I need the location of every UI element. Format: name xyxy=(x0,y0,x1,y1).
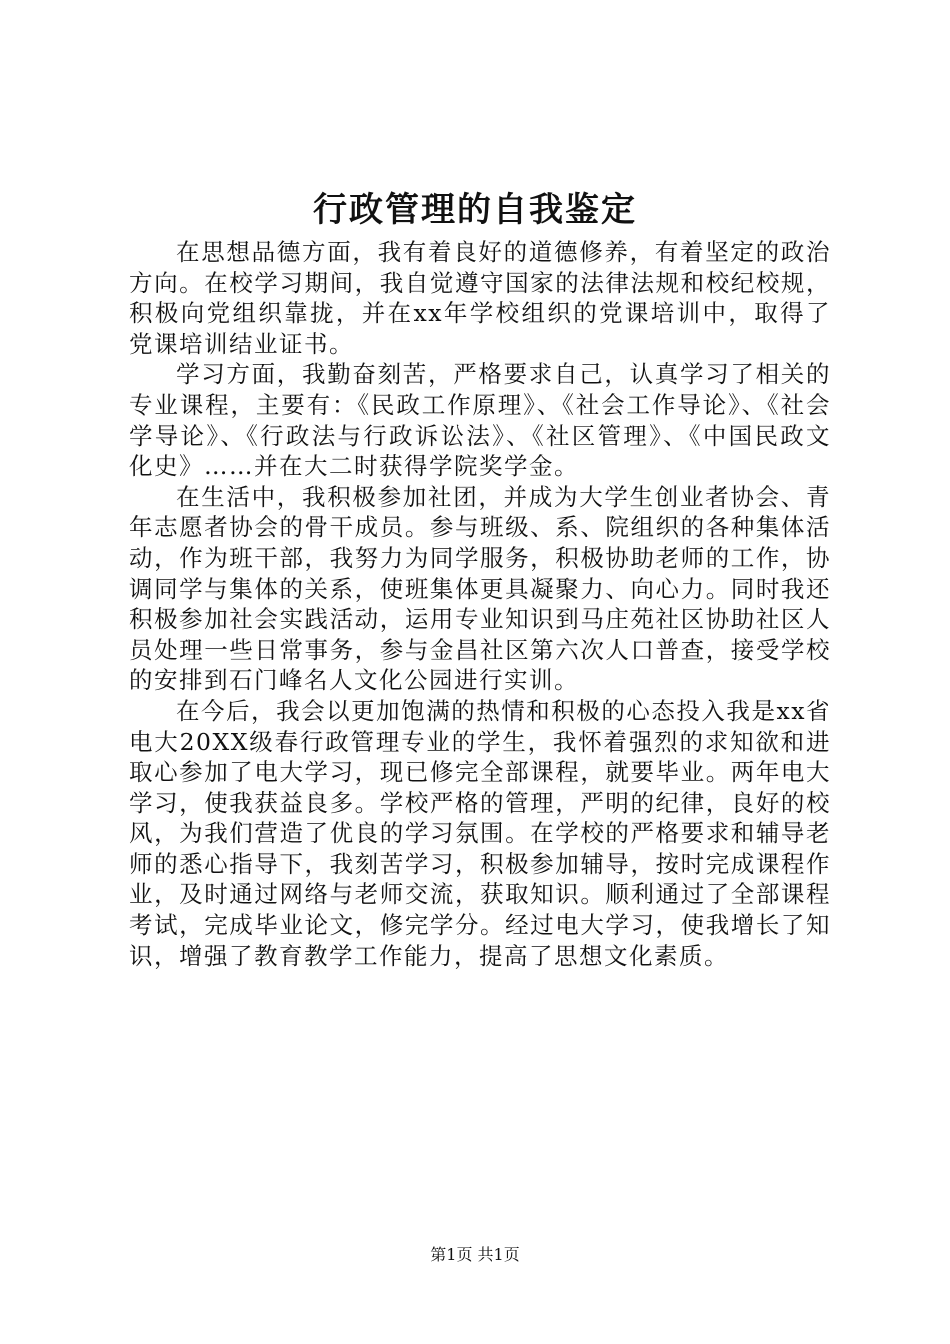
paragraph-life: 在生活中，我积极参加社团，并成为大学生创业者协会、青年志愿者协会的骨干成员。参与班级、系、院组织的各种集体活动，作为班干部，我努力为同学服务，积极协助老师的工作，协调同学与集体的关系，使班集体更具凝聚力、向心力。同时我还积极参加社会实践活动，运用专业知识到马庄苑社区协助社区人员处理一些日常事务，参与金昌社区第六次人口普查，接受学校的安排到石门峰名人文化公园进行实训。 xyxy=(129,482,831,695)
paragraph-future: 在今后，我会以更加饱满的热情和积极的心态投入我是xx省电大20XX级春行政管理专业的学生，我怀着强烈的求知欲和进取心参加了电大学习，现已修完全部课程，就要毕业。两年电大学习，使我获益良多。学校严格的管理，严明的纪律，良好的校风，为我们营造了优良的学习氛围。在学校的严格要求和辅导老师的悉心指导下，我刻苦学习，积极参加辅导，按时完成课程作业，及时通过网络与老师交流，获取知识。顺利通过了全部课程考试，完成毕业论文，修完学分。经过电大学习，使我增长了知识，增强了教育教学工作能力，提高了思想文化素质。 xyxy=(129,696,831,970)
page-footer: 第1页 共1页 xyxy=(430,1245,520,1264)
document-title: 行政管理的自我鉴定 xyxy=(313,190,637,230)
paragraph-study: 学习方面，我勤奋刻苦，严格要求自己，认真学习了相关的专业课程，主要有：《民政工作原理》、《社会工作导论》、《社会学导论》、《行政法与行政诉讼法》、《社区管理》、《中国民政文化史》……并在大二时获得学院奖学金。 xyxy=(129,360,831,481)
paragraph-ideology: 在思想品德方面，我有着良好的道德修养，有着坚定的政治方向。在校学习期间，我自觉遵守国家的法律法规和校纪校规，积极向党组织靠拢，并在xx年学校组织的党课培训中，取得了党课培训结业证书。 xyxy=(129,238,831,358)
document-body xyxy=(129,237,831,971)
